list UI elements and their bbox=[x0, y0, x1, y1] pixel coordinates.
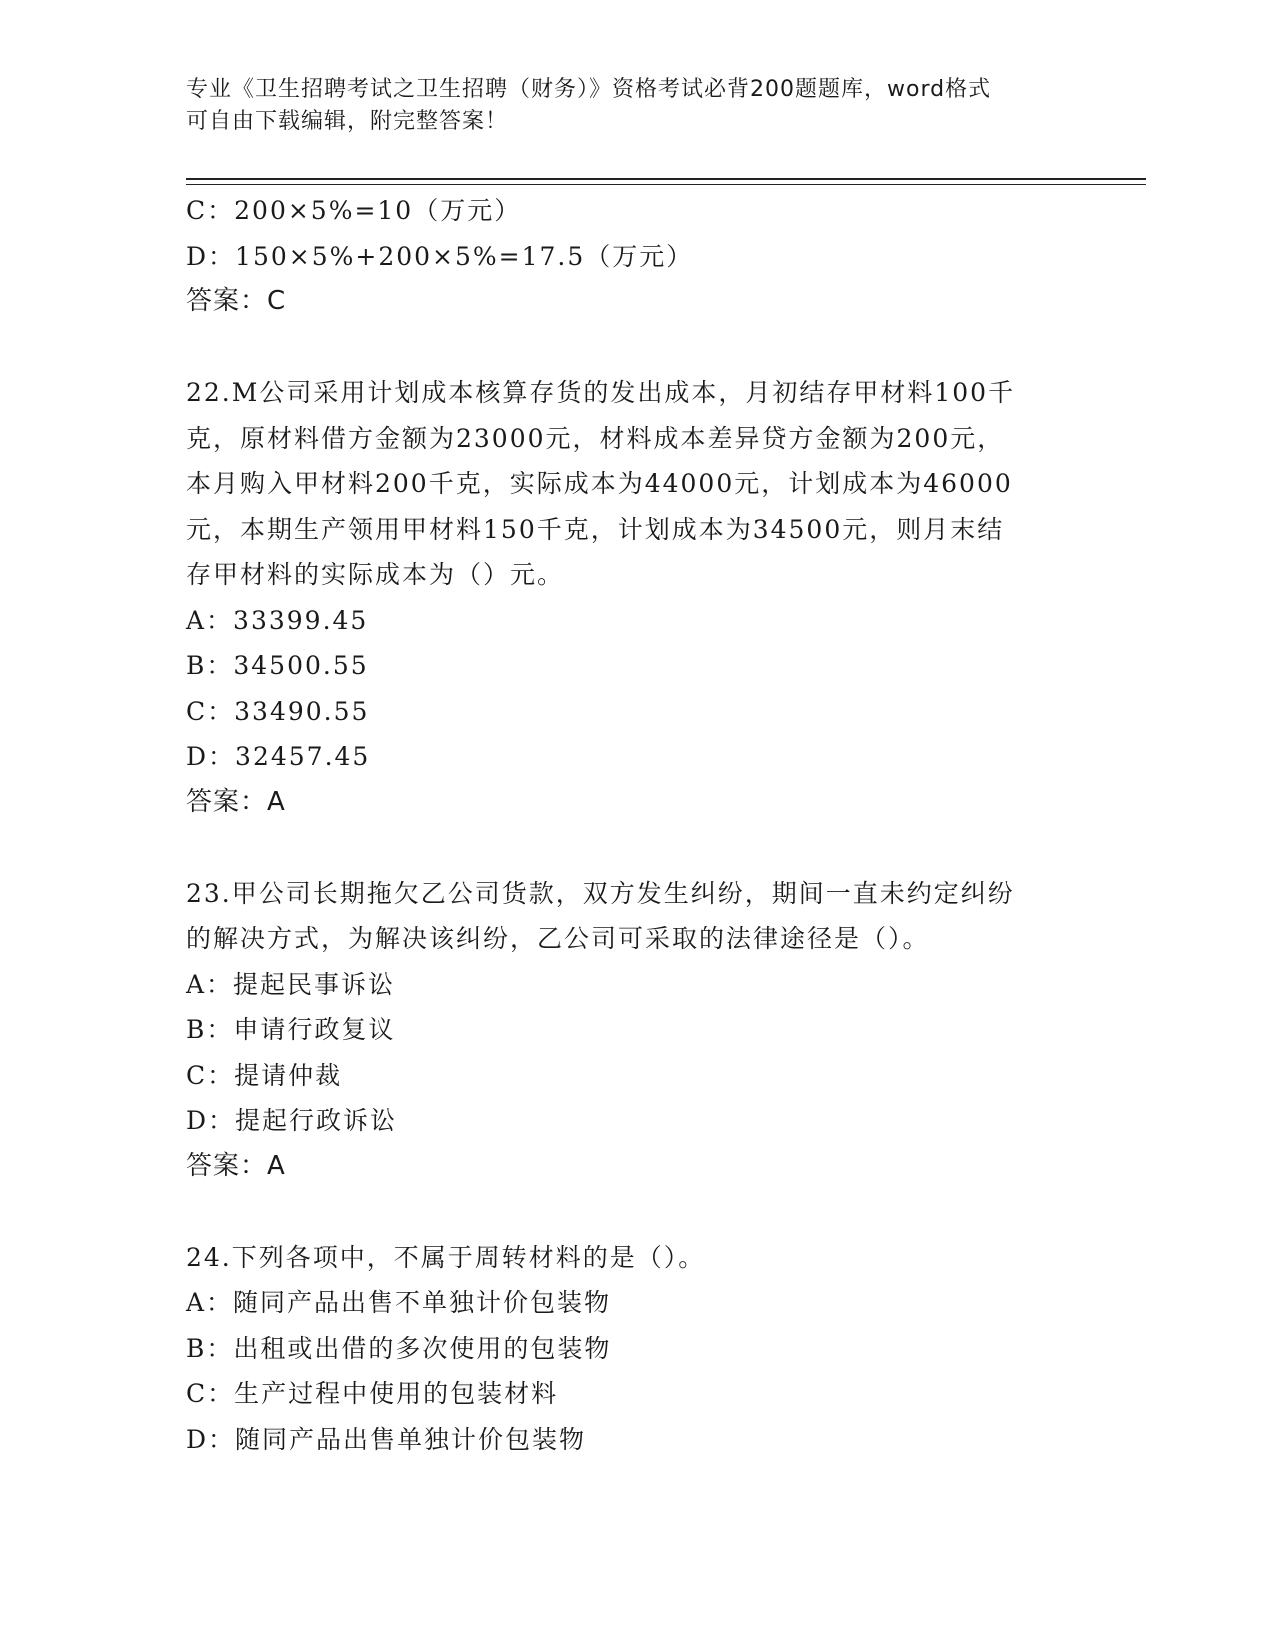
question-stem-line: 克，原材料借方金额为23000元，材料成本差异贷方金额为200元， bbox=[186, 423, 1005, 453]
question-stem-line: 元，本期生产领用甲材料150千克，计划成本为34500元，则月末结 bbox=[186, 514, 1005, 544]
option-d: D：提起行政诉讼 bbox=[186, 1106, 398, 1135]
option-a: A：33399.45 bbox=[186, 605, 369, 635]
question-stem-line: 本月购入甲材料200千克，实际成本为44000元，计划成本为46000 bbox=[186, 469, 1013, 498]
option-c: C：200×5%=10（万元） bbox=[186, 196, 522, 225]
answer-line: 答案：C bbox=[186, 286, 287, 316]
answer-line: 答案：A bbox=[186, 786, 286, 817]
header-rule-thick bbox=[186, 178, 1146, 180]
answer-line: 答案：A bbox=[186, 1150, 286, 1181]
option-a: A：提起民事诉讼 bbox=[186, 969, 396, 999]
previous-question-tail bbox=[186, 188, 1086, 325]
question-stem bbox=[186, 370, 1086, 598]
option-c: C：生产过程中使用的包装材料 bbox=[186, 1379, 559, 1408]
document-header bbox=[186, 74, 1086, 138]
question-stem-line: 存甲材料的实际成本为（）元。 bbox=[186, 560, 565, 589]
question-stem-line: 22.M公司采用计划成本核算存货的发出成本，月初结存甲材料100千 bbox=[186, 378, 1016, 407]
question-23 bbox=[186, 871, 1086, 1190]
spacer bbox=[186, 1189, 1086, 1235]
option-c: C：33490.55 bbox=[186, 696, 370, 726]
header-title-line-1: 专业《卫生招聘考试之卫生招聘（财务）》资格考试必背200题题库，word格式 bbox=[186, 77, 992, 102]
spacer bbox=[186, 325, 1086, 371]
question-stem bbox=[186, 871, 1086, 962]
header-title-line-2: 可自由下载编辑，附完整答案！ bbox=[186, 109, 509, 134]
question-22 bbox=[186, 370, 1086, 825]
document-body bbox=[186, 188, 1086, 1462]
question-stem-line: 23.甲公司长期拖欠乙公司货款，双方发生纠纷，期间一直未约定纠纷 bbox=[186, 878, 1015, 908]
option-c: C：提请仲裁 bbox=[186, 1060, 343, 1090]
option-a: A：随同产品出售不单独计价包装物 bbox=[186, 1288, 612, 1317]
option-d: D：随同产品出售单独计价包装物 bbox=[186, 1424, 587, 1454]
option-b: B：出租或出借的多次使用的包装物 bbox=[186, 1333, 612, 1363]
header-rule-thin bbox=[186, 184, 1146, 185]
question-stem bbox=[186, 1235, 1086, 1281]
question-stem-line: 的解决方式，为解决该纠纷，乙公司可采取的法律途径是（）。 bbox=[186, 924, 930, 953]
option-d: D：32457.45 bbox=[186, 742, 371, 771]
question-24 bbox=[186, 1235, 1086, 1463]
option-d: D：150×5%+200×5%=17.5（万元） bbox=[186, 241, 694, 271]
spacer bbox=[186, 825, 1086, 871]
option-b: B：34500.55 bbox=[186, 651, 369, 680]
question-stem-line: 24.下列各项中，不属于周转材料的是（）。 bbox=[186, 1242, 706, 1272]
option-b: B：申请行政复议 bbox=[186, 1015, 396, 1044]
